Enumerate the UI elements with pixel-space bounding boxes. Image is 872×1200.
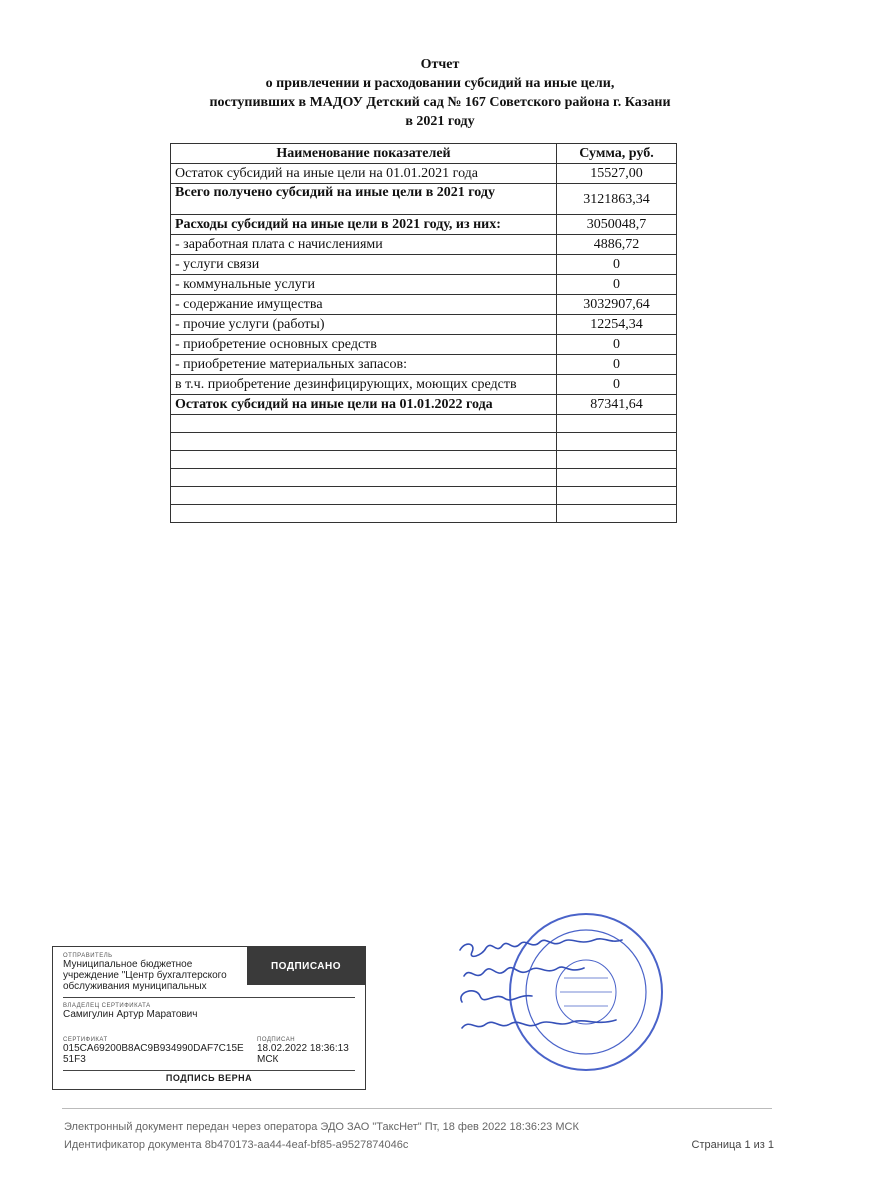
title-line-3: поступивших в МАДОУ Детский сад № 167 Советского района г. Казани bbox=[209, 95, 671, 110]
header-name: Наименование показателей bbox=[171, 144, 557, 164]
official-seal-and-signature-icon bbox=[446, 900, 666, 1080]
signed-badge: ПОДПИСАНО bbox=[247, 947, 365, 985]
row-label: - приобретение основных средств bbox=[171, 335, 557, 355]
row-value: 12254,34 bbox=[557, 315, 677, 335]
table-row-empty bbox=[171, 415, 677, 433]
row-value: 0 bbox=[557, 275, 677, 295]
table-row-empty bbox=[171, 469, 677, 487]
sender-label: ОТПРАВИТЕЛЬ bbox=[63, 953, 113, 959]
row-value: 3050048,7 bbox=[557, 215, 677, 235]
row-value: 0 bbox=[557, 335, 677, 355]
row-label: - приобретение материальных запасов: bbox=[171, 355, 557, 375]
divider bbox=[63, 1070, 355, 1071]
row-label: - коммунальные услуги bbox=[171, 275, 557, 295]
row-label: Расходы субсидий на иные цели в 2021 году, из них: bbox=[171, 215, 557, 235]
table-row bbox=[171, 164, 677, 184]
table-header-row bbox=[171, 144, 677, 164]
sender-block bbox=[63, 953, 243, 992]
divider bbox=[63, 997, 355, 998]
owner-label: ВЛАДЕЛЕЦ СЕРТИФИКАТА bbox=[63, 1003, 151, 1009]
title-line-2: о привлечении и расходовании субсидий на иные цели, bbox=[265, 76, 615, 91]
row-value: 15527,00 bbox=[557, 164, 677, 184]
report-title bbox=[160, 55, 720, 131]
title-line-4: в 2021 году bbox=[405, 114, 475, 129]
table-row bbox=[171, 215, 677, 235]
table-row-empty bbox=[171, 451, 677, 469]
signed-at-value: 18.02.2022 18:36:13 МСК bbox=[257, 1043, 349, 1065]
footer-document-id: Идентификатор документа 8b470173-aa44-4eaf-bf85-a9527874046c bbox=[64, 1139, 409, 1151]
row-value: 3121863,34 bbox=[557, 184, 677, 215]
table-row-empty bbox=[171, 433, 677, 451]
table-row bbox=[171, 235, 677, 255]
table-row bbox=[171, 275, 677, 295]
title-line-1: Отчет bbox=[420, 57, 460, 72]
certificate-value: 015CA69200B8AC9B934990DAF7C15E51F3 bbox=[63, 1043, 244, 1065]
row-label: - прочие услуги (работы) bbox=[171, 315, 557, 335]
certificate-block bbox=[63, 1037, 249, 1065]
row-value: 0 bbox=[557, 355, 677, 375]
table-row-empty bbox=[171, 505, 677, 523]
signed-at-block bbox=[257, 1037, 361, 1065]
row-label: - содержание имущества bbox=[171, 295, 557, 315]
footer-divider bbox=[62, 1108, 772, 1109]
table-row-empty bbox=[171, 487, 677, 505]
table-row bbox=[171, 315, 677, 335]
row-label: Остаток субсидий на иные цели на 01.01.2022 года bbox=[171, 395, 557, 415]
certificate-label: СЕРТИФИКАТ bbox=[63, 1037, 108, 1043]
footer-edo-info: Электронный документ передан через оператора ЭДО ЗАО "ТаксНет" Пт, 18 фев 2022 18:36:23 МСК bbox=[64, 1121, 579, 1133]
table-row bbox=[171, 184, 677, 215]
header-sum: Сумма, руб. bbox=[557, 144, 677, 164]
row-value: 4886,72 bbox=[557, 235, 677, 255]
row-label: Остаток субсидий на иные цели на 01.01.2021 года bbox=[171, 164, 557, 184]
row-label: в т.ч. приобретение дезинфицирующих, моющих средств bbox=[171, 375, 557, 395]
owner-value: Самигулин Артур Маратович bbox=[63, 1009, 198, 1020]
table-row bbox=[171, 375, 677, 395]
table-row bbox=[171, 335, 677, 355]
subsidy-report-table bbox=[170, 143, 677, 523]
sender-value: Муниципальное бюджетное учреждение "Центр бухгалтерского обслуживания муниципальных bbox=[63, 959, 227, 992]
row-label: - услуги связи bbox=[171, 255, 557, 275]
signed-at-label: ПОДПИСАН bbox=[257, 1037, 296, 1043]
e-signature-stamp bbox=[52, 946, 366, 1090]
row-value: 0 bbox=[557, 375, 677, 395]
table-row bbox=[171, 395, 677, 415]
row-label: - заработная плата с начислениями bbox=[171, 235, 557, 255]
signature-verified-label: ПОДПИСЬ ВЕРНА bbox=[165, 1073, 253, 1083]
row-value: 3032907,64 bbox=[557, 295, 677, 315]
row-label: Всего получено субсидий на иные цели в 2021 году bbox=[171, 184, 557, 215]
row-value: 87341,64 bbox=[557, 395, 677, 415]
row-value: 0 bbox=[557, 255, 677, 275]
table-row bbox=[171, 355, 677, 375]
table-row bbox=[171, 295, 677, 315]
table-row bbox=[171, 255, 677, 275]
owner-block bbox=[63, 1003, 353, 1020]
page-number: Страница 1 из 1 bbox=[691, 1139, 774, 1151]
